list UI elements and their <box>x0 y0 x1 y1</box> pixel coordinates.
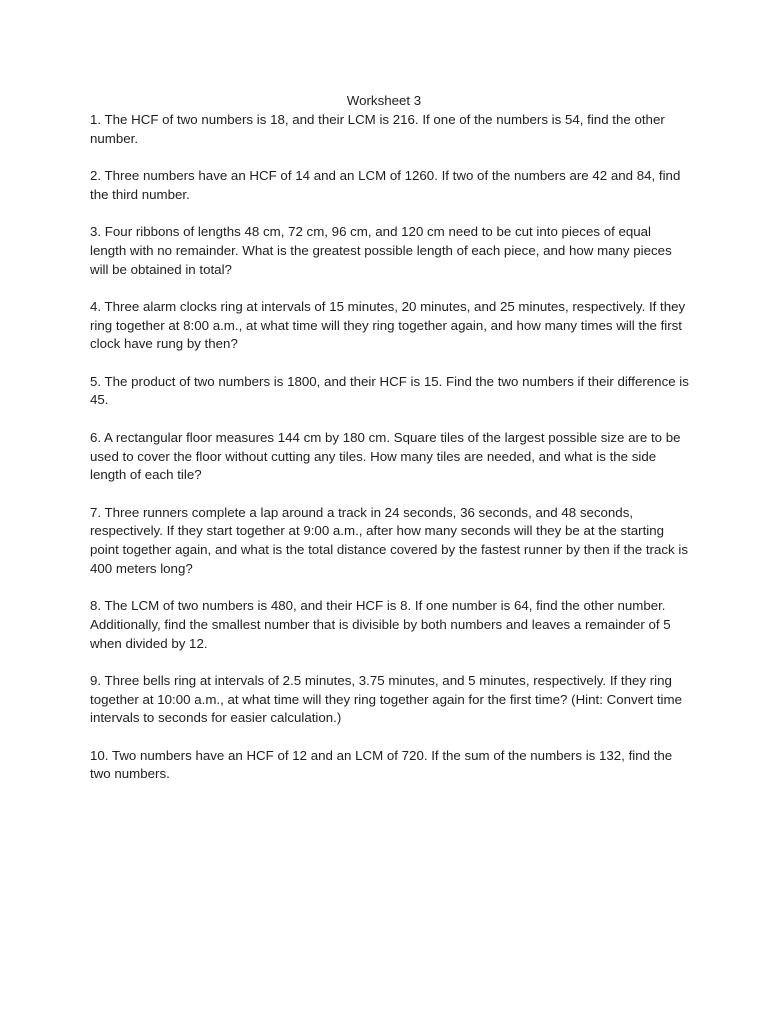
question-2: 2. Three numbers have an HCF of 14 and an LCM of 1260. If two of the numbers are 42 and 84, find the third number. <box>90 168 681 202</box>
question-10: 10. Two numbers have an HCF of 12 and an LCM of 720. If the sum of the numbers is 132, find the two numbers. <box>90 747 673 782</box>
question-4: 4. Three alarm clocks ring at intervals of 15 minutes, 20 minutes, and 25 minutes, respectively. If they ring together at 8:00 a.m., at what time will they ring together again, and how many times will the first clock have rung by then? <box>90 298 686 352</box>
question-5: 5. The product of two numbers is 1800, and their HCF is 15. Find the two numbers if their difference is 45. <box>90 373 689 408</box>
question-1: 1. The HCF of two numbers is 18, and their LCM is 216. If one of the numbers is 54, find the other number. <box>90 112 665 146</box>
question-8: 8. The LCM of two numbers is 480, and their HCF is 8. If one number is 64, find the other number. Additionally, find the smallest number that is divisible by both numbers and leaves a remainder of 5 when divided by 12. <box>90 598 671 651</box>
question-7: 7. Three runners complete a lap around a track in 24 seconds, 36 seconds, and 48 seconds, respectively. If they start together at 9:00 a.m., after how many seconds will they be at the starting point together again, and what is the total distance covered by the fastest runner by then if the track is 400 meters long? <box>90 504 688 576</box>
worksheet-title: Worksheet 3 <box>346 93 422 108</box>
question-list <box>90 111 690 803</box>
question-6: 6. A rectangular floor measures 144 cm by 180 cm. Square tiles of the largest possible size are to be used to cover the floor without cutting any tiles. How many tiles are needed, and what is the side length of each tile? <box>90 429 681 483</box>
question-9: 9. Three bells ring at intervals of 2.5 minutes, 3.75 minutes, and 5 minutes, respectively. If they ring together at 10:00 a.m., at what time will they ring together again for the first time? (Hint: Convert time intervals to seconds for easier calculation.) <box>90 672 682 726</box>
question-3: 3. Four ribbons of lengths 48 cm, 72 cm, 96 cm, and 120 cm need to be cut into pieces of equal length with no remainder. What is the greatest possible length of each piece, and how many pieces will be obtained in total? <box>90 224 672 277</box>
